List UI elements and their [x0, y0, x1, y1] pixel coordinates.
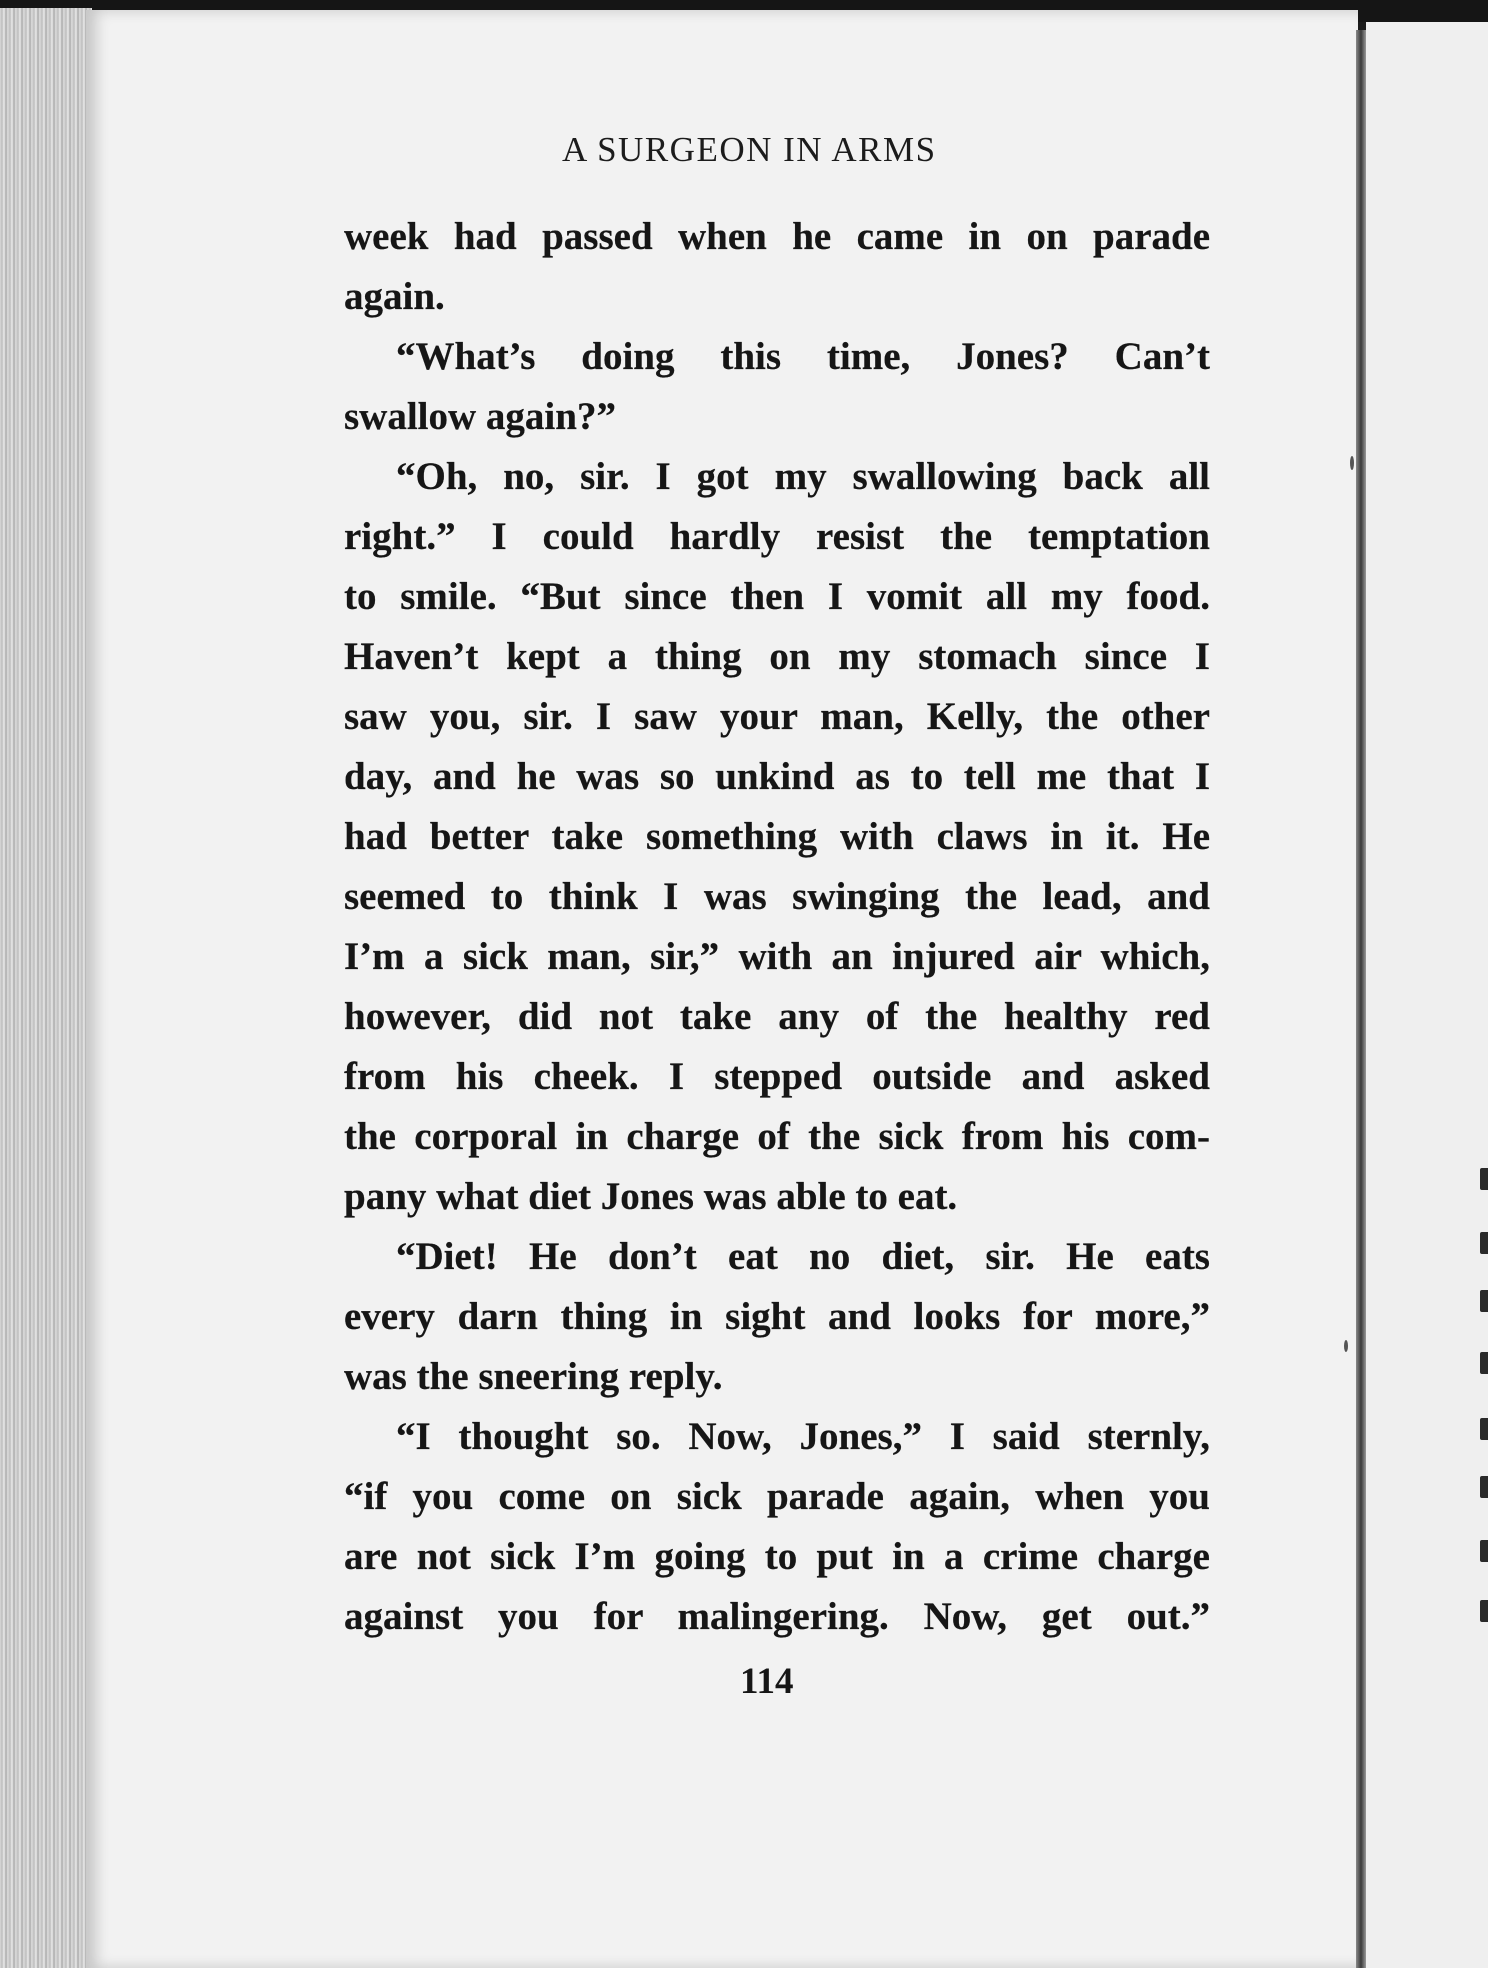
- text-line: “What’s doing this time, Jones? Can’t: [396, 335, 1210, 378]
- text-line: “Diet! He don’t eat no diet, sir. He eats: [396, 1235, 1210, 1278]
- text-line: again.: [344, 275, 445, 318]
- body-text: [344, 207, 1210, 1647]
- text-line: however, did not take any of the healthy red: [344, 995, 1210, 1038]
- text-line: the corporal in charge of the sick from his com-: [344, 1115, 1210, 1158]
- text-line: “I thought so. Now, Jones,” I said sternly,: [396, 1415, 1210, 1458]
- scan-speck: [1344, 1340, 1348, 1352]
- text-line: I’m a sick man, sir,” with an injured air which,: [344, 935, 1210, 978]
- text-line: “Oh, no, sir. I got my swallowing back all: [396, 455, 1210, 498]
- text-line: saw you, sir. I saw your man, Kelly, the other: [344, 695, 1210, 738]
- page-number: 114: [740, 1661, 794, 1702]
- facing-page-text-fragment: [1480, 1168, 1488, 1190]
- text-line: “if you come on sick parade again, when you: [344, 1475, 1210, 1518]
- book-page-edges: [0, 8, 92, 1968]
- running-head: A SURGEON IN ARMS: [562, 130, 937, 169]
- facing-page-text-fragment: [1480, 1600, 1488, 1622]
- facing-page-text-fragment: [1480, 1352, 1488, 1374]
- text-line: seemed to think I was swinging the lead, and: [344, 875, 1210, 918]
- facing-page-text-fragment: [1480, 1476, 1488, 1498]
- text-line: to smile. “But since then I vomit all my food.: [344, 575, 1210, 618]
- facing-page-text-fragment: [1480, 1418, 1488, 1440]
- text-line: pany what diet Jones was able to eat.: [344, 1175, 958, 1218]
- facing-page-text-fragment: [1480, 1232, 1488, 1254]
- text-line: every darn thing in sight and looks for more,”: [344, 1295, 1210, 1338]
- text-line: was the sneering reply.: [344, 1355, 723, 1398]
- book-gutter: [1356, 30, 1366, 1968]
- facing-page-text-fragment: [1480, 1540, 1488, 1562]
- text-line: are not sick I’m going to put in a crime charge: [344, 1535, 1210, 1578]
- text-line: against you for malingering. Now, get out.”: [344, 1595, 1210, 1638]
- facing-page-text-fragment: [1480, 1290, 1488, 1312]
- text-line: Haven’t kept a thing on my stomach since I: [344, 635, 1210, 678]
- text-line: right.” I could hardly resist the temptation: [344, 515, 1210, 558]
- text-line: day, and he was so unkind as to tell me that I: [344, 755, 1210, 798]
- scan-speck: [1350, 456, 1354, 470]
- text-line: week had passed when he came in on parade: [344, 215, 1210, 258]
- text-line: swallow again?”: [344, 395, 616, 438]
- text-line: had better take something with claws in it. He: [344, 815, 1210, 858]
- facing-page-edge: [1366, 22, 1488, 1968]
- text-line: from his cheek. I stepped outside and asked: [344, 1055, 1210, 1098]
